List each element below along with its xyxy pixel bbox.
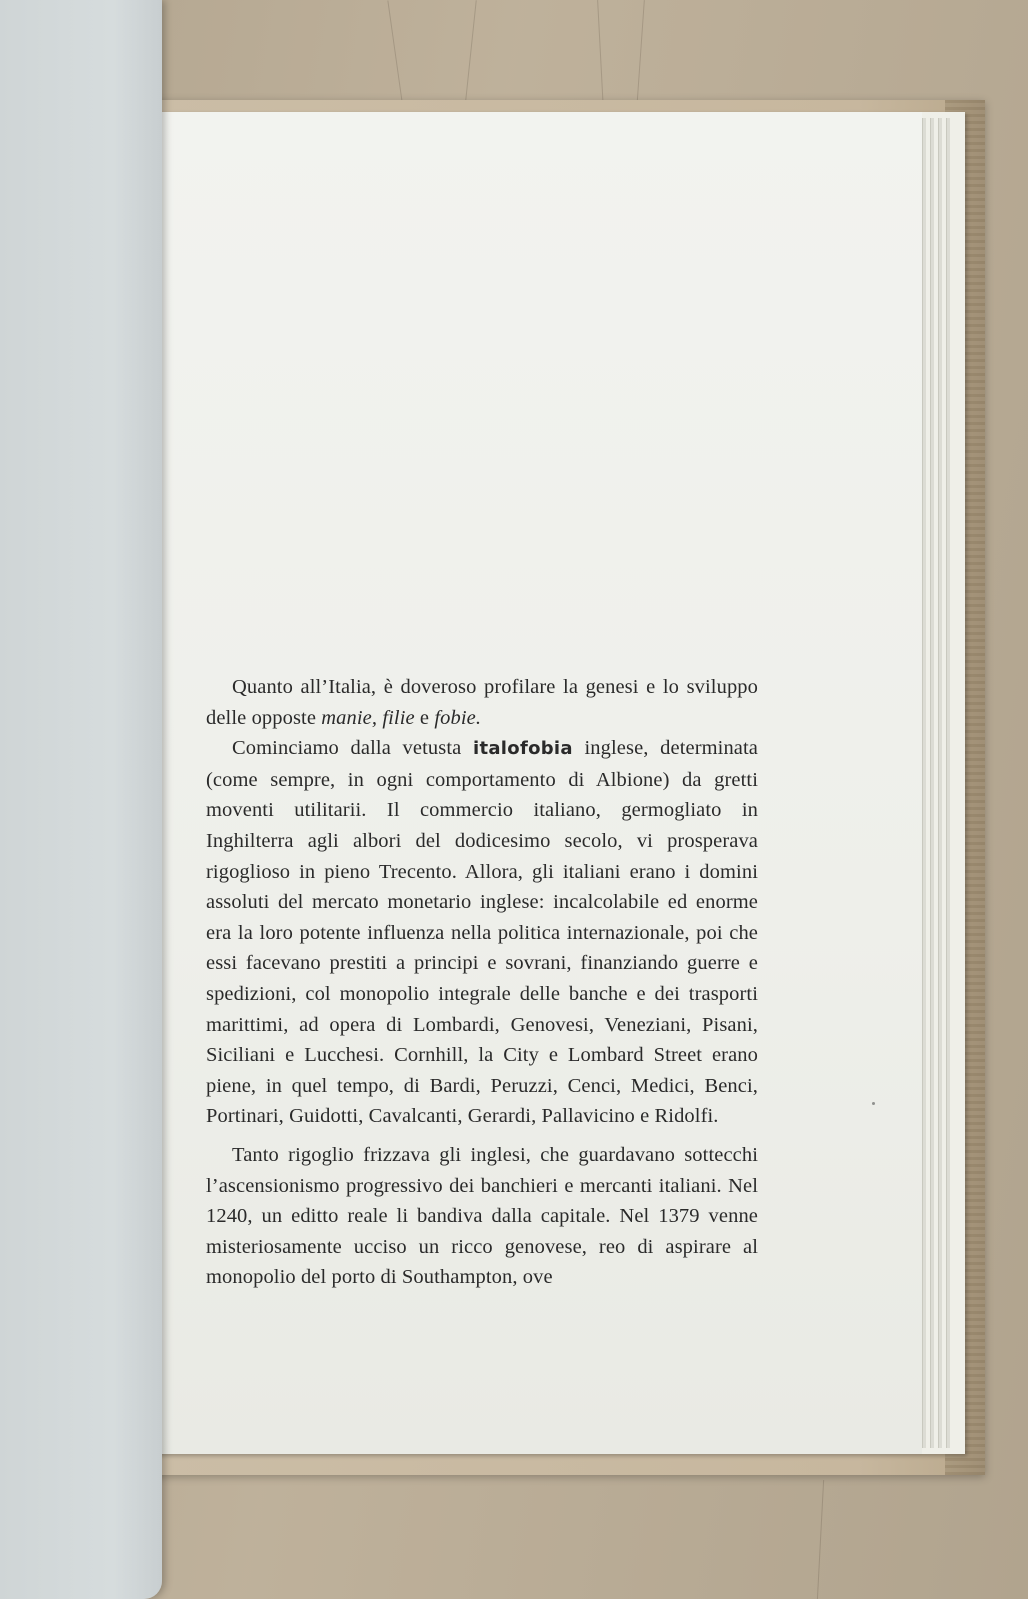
paragraph bbox=[206, 733, 758, 1132]
paragraph bbox=[206, 672, 758, 733]
italic-text: fobie. bbox=[434, 706, 482, 729]
surface-scratch bbox=[817, 1480, 824, 1599]
italic-text: manie, filie bbox=[321, 706, 415, 729]
page-edge-line bbox=[922, 118, 926, 1448]
page-edge-line bbox=[938, 118, 942, 1448]
page-edge-line bbox=[930, 118, 934, 1448]
text-run: e bbox=[414, 706, 435, 729]
surface-scratch bbox=[464, 0, 476, 110]
paragraph bbox=[206, 1140, 758, 1293]
left-page-edge bbox=[0, 0, 162, 1599]
surface-scratch bbox=[597, 0, 604, 110]
text-run: Quanto all’Italia, è doveroso profilare la genesi e lo sviluppo delle opposte bbox=[206, 676, 758, 729]
text-run: inglese, determinata (come sempre, in ogni comportamento di Albione) da gretti moventi utilitarii. Il commercio italiano, germogliato in Inghilterra agli albori del dodicesimo secolo, vi prosperava rigoglioso in pieno Trecento. Allora, gli italiani erano i domini assoluti del mercato monetario inglese: incalcolabile ed enorme era la loro potente influenza nella politica internazionale, poi che essi facevano prestiti a principi e sovrani, finanziando guerre e spedizioni, col monopolio integrale delle banche e dei trasporti marittimi, ad opera di Lombardi, Genovesi, Veneziani, Pisani, Siciliani e Lucchesi. Cornhill, la City e Lombard Street erano piene, in quel tempo, di Bardi, Peruzzi, Cenci, Medici, Benci, Portinari, Guidotti, Cavalcanti, Gerardi, Pallavicino e Ridolfi. bbox=[206, 737, 759, 1128]
text-run: Tanto rigoglio frizzava gli inglesi, che guardavano sottecchi l’ascensionismo progressivo dei banchieri e mercanti italiani. Nel 1240, un editto reale li bandiva dalla capitale. Nel 1379 venne misteriosamente ucciso un ricco genovese, reo di aspirare al monopolio del porto di Southampton, ove bbox=[206, 1143, 758, 1289]
surface-scratch bbox=[387, 0, 403, 109]
bold-text: italofobia bbox=[472, 738, 573, 760]
body-text bbox=[206, 672, 758, 1293]
surface-scratch bbox=[636, 0, 645, 110]
page-edge-line bbox=[946, 118, 950, 1448]
text-run: Cominciamo dalla vetusta bbox=[232, 737, 473, 760]
paper-speck bbox=[872, 1102, 875, 1105]
